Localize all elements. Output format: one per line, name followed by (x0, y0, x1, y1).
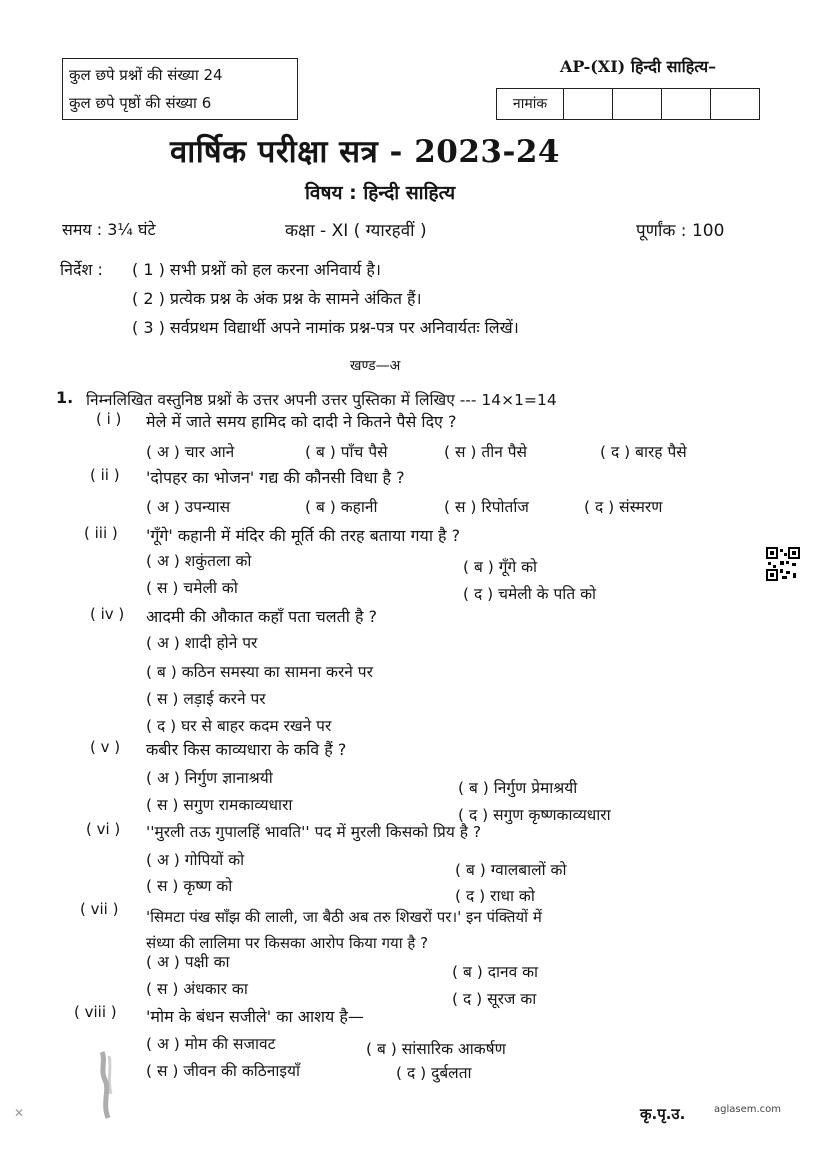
exam-time: समय : 3¼ घंटे (62, 220, 156, 239)
subquestion-number: ( viii ) (74, 1003, 117, 1021)
watermark: aglasem.com (714, 1104, 782, 1115)
subquestion-text: कबीर किस काव्यधारा के कवि हैं ? (146, 740, 347, 759)
subquestion-text: 'दोपहर का भोजन' गद्य की कौनसी विधा है ? (146, 468, 405, 487)
option-a: ( अ ) चार आने (146, 443, 235, 461)
subquestion-number: ( iv ) (90, 605, 125, 623)
subquestion-text: 'मोम के बंधन सजीले' का आशय है— (146, 1007, 364, 1026)
subquestion-text: ''मुरली तऊ गुपालहिं भावति'' पद में मुरली किसको प्रिय है ? (146, 823, 482, 841)
option-b: ( ब ) सांसारिक आकर्षण (366, 1040, 506, 1058)
option-c: ( स ) लड़ाई करने पर (146, 690, 266, 708)
option-c: ( स ) जीवन की कठिनाइयाँ (146, 1062, 301, 1080)
subquestion-text: 'गूँगे' कहानी में मंदिर की मूर्ति की तरह बताया गया है ? (146, 526, 461, 545)
roll-digit-cell[interactable] (564, 89, 613, 119)
roll-digit-cell[interactable] (662, 89, 711, 119)
qr-code-icon (766, 547, 800, 581)
section-heading: खण्ड—अ (350, 358, 401, 374)
option-b: ( ब ) निर्गुण प्रेमाश्रयी (458, 779, 578, 797)
instruction-item: ( 2 ) प्रत्येक प्रश्न के अंक प्रश्न के सामने अंकित हैं। (132, 289, 422, 308)
option-d: ( द ) सूरज का (452, 990, 537, 1008)
exam-title: वार्षिक परीक्षा सत्र - 2023-24 (170, 134, 560, 170)
instructions-label: निर्देश : (60, 260, 103, 279)
page-count-text: कुल छपे पृष्ठों की संख्या 6 (69, 94, 212, 112)
option-a: ( अ ) पक्षी का (146, 953, 230, 971)
option-d: ( द ) सगुण कृष्णकाव्यधारा (458, 806, 611, 824)
question-count-text: कुल छपे प्रश्नों की संख्या 24 (69, 66, 223, 84)
scan-smear-mark (96, 1050, 118, 1120)
option-d: ( द ) राधा को (455, 887, 535, 905)
option-c: ( स ) अंधकार का (146, 980, 248, 998)
subquestion-number: ( i ) (96, 410, 122, 428)
subquestion-number: ( ii ) (90, 466, 120, 484)
roll-number-box[interactable] (496, 88, 760, 120)
subject-heading: विषय : हिन्दी साहित्य (305, 182, 456, 204)
question-number: 1. (56, 388, 74, 407)
paper-code: AP-(XI) हिन्दी साहित्य– (560, 57, 717, 76)
subquestion-text: आदमी की औकात कहाँ पता चलती है ? (146, 607, 378, 626)
option-b: ( ब ) ग्वालबालों को (455, 861, 567, 879)
option-c: ( स ) तीन पैसे (444, 443, 528, 461)
subquestion-number: ( vi ) (86, 820, 121, 838)
subquestion-number: ( iii ) (84, 524, 118, 542)
exam-class: कक्षा - XI ( ग्यारहवीं ) (285, 221, 427, 241)
option-c: ( स ) रिपोर्ताज (444, 498, 529, 516)
option-c: ( स ) कृष्ण को (146, 877, 233, 895)
roll-digit-cell[interactable] (613, 89, 662, 119)
subquestion-number: ( vii ) (80, 900, 119, 918)
option-a: ( अ ) निर्गुण ज्ञानाश्रयी (146, 769, 273, 787)
subquestion-text-continued: संध्या की लालिमा पर किसका आरोप किया गया है ? (146, 934, 429, 952)
option-a: ( अ ) मोम की सजावट (146, 1035, 276, 1053)
crop-mark: ✕ (14, 1106, 25, 1120)
question-text: निम्नलिखित वस्तुनिष्ठ प्रश्नों के उत्तर अपनी उत्तर पुस्तिका में लिखिए --- 14×1=14 (86, 391, 557, 409)
option-a: ( अ ) शादी होने पर (146, 634, 258, 652)
instruction-item: ( 3 ) सर्वप्रथम विद्यार्थी अपने नामांक प्रश्न-पत्र पर अनिवार्यतः लिखें। (132, 318, 519, 337)
roll-digit-cell[interactable] (711, 89, 759, 119)
option-d: ( द ) दुर्बलता (396, 1064, 472, 1082)
please-turn-over: कृ.पृ.उ. (640, 1105, 686, 1123)
option-d: ( द ) संस्मरण (584, 498, 663, 516)
subquestion-text: मेले में जाते समय हामिद को दादी ने कितने पैसे दिए ? (146, 412, 457, 431)
subquestion-text: 'सिमटा पंख साँझ की लाली, जा बैठी अब तरु शिखरों पर।' इन पंक्तियों में (146, 908, 542, 926)
option-b: ( ब ) कहानी (305, 498, 378, 516)
option-d: ( द ) बारह पैसे (600, 443, 687, 461)
option-d: ( द ) चमेली के पति को (463, 585, 596, 603)
option-b: ( ब ) दानव का (452, 963, 539, 981)
option-b: ( ब ) गूँगे को (463, 558, 538, 576)
option-b: ( ब ) कठिन समस्या का सामना करने पर (146, 663, 373, 681)
option-d: ( द ) घर से बाहर कदम रखने पर (146, 717, 332, 735)
option-a: ( अ ) गोपियों को (146, 851, 245, 869)
option-a: ( अ ) शकुंतला को (146, 552, 252, 570)
roll-number-label: नामांक (497, 89, 564, 119)
instruction-item: ( 1 ) सभी प्रश्नों को हल करना अनिवार्य है। (132, 260, 381, 279)
printed-count-box (62, 58, 298, 120)
option-b: ( ब ) पाँच पैसे (305, 443, 388, 461)
max-marks: पूर्णांक : 100 (636, 221, 725, 241)
option-c: ( स ) चमेली को (146, 579, 238, 597)
option-a: ( अ ) उपन्यास (146, 498, 231, 516)
option-c: ( स ) सगुण रामकाव्यधारा (146, 796, 293, 814)
subquestion-number: ( v ) (90, 738, 121, 756)
